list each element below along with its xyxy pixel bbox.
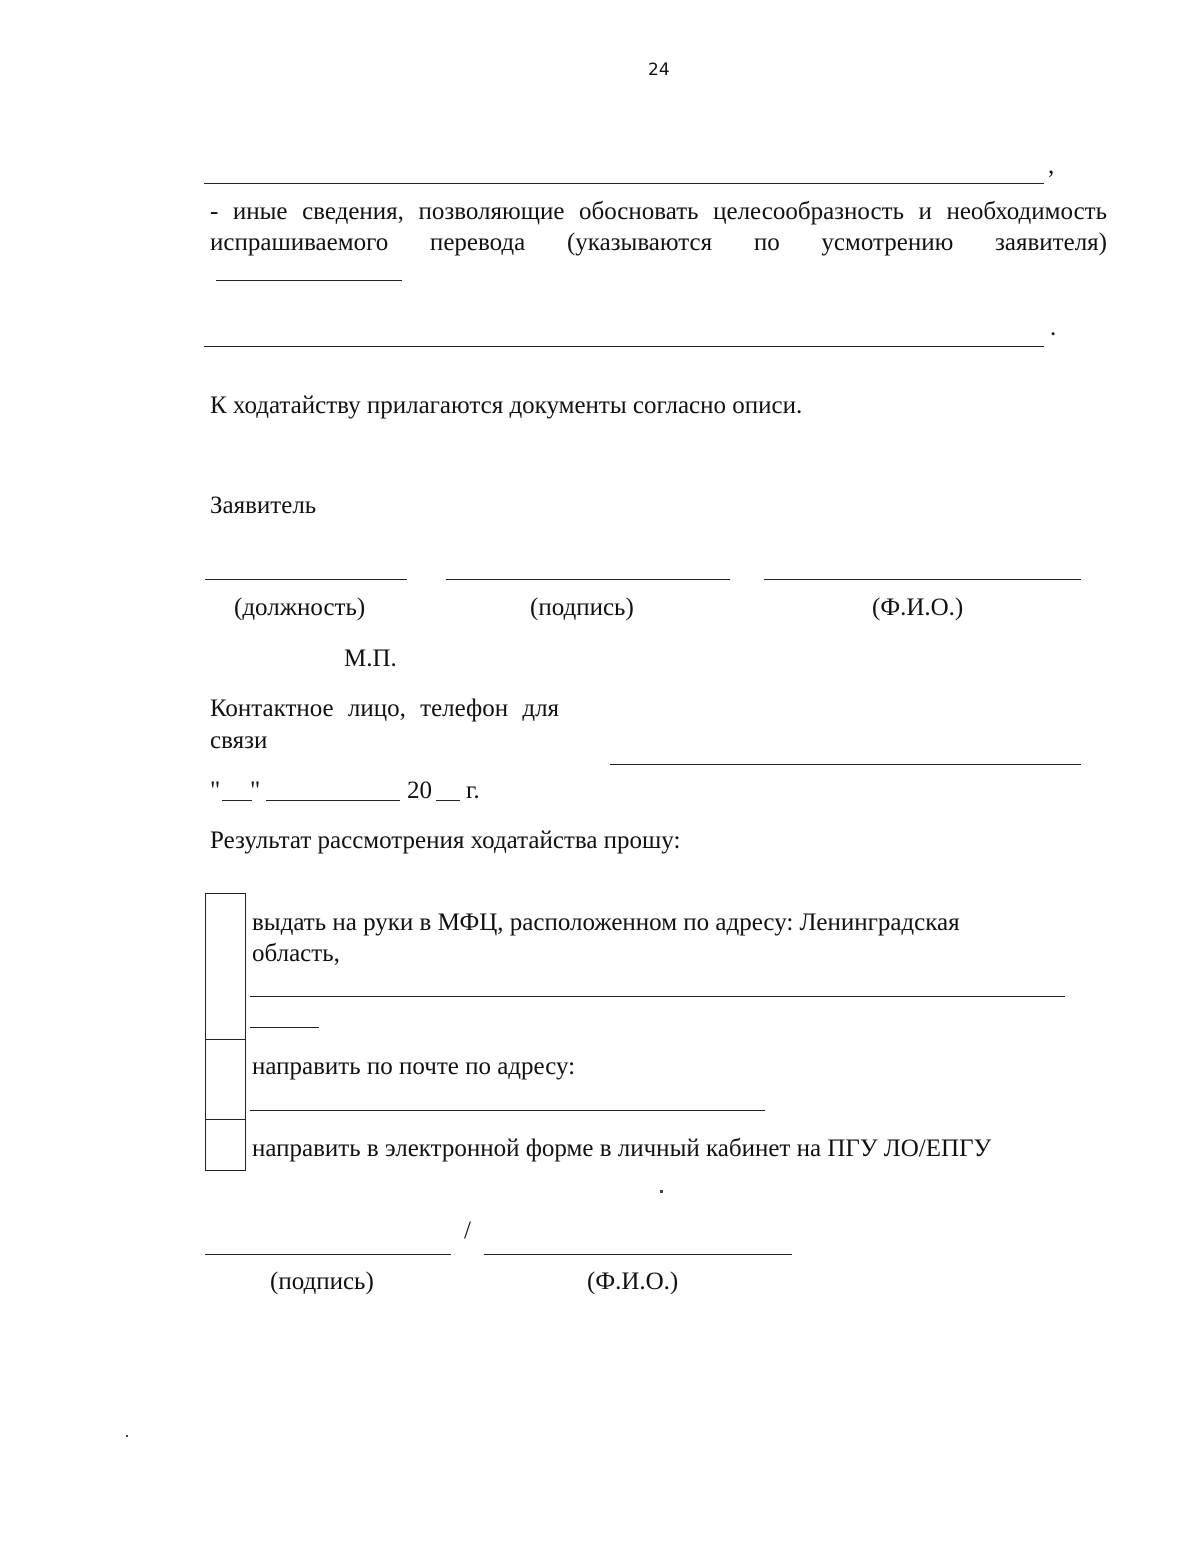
date-month-blank[interactable] <box>266 800 400 801</box>
date-day-blank[interactable] <box>222 800 252 801</box>
applicant-label: Заявитель <box>210 492 317 519</box>
position-caption: (должность) <box>234 594 366 621</box>
contact-label-line2: связи <box>210 727 268 754</box>
option-2-text: направить по почте по адресу: <box>252 1053 576 1080</box>
other-info-text: - иные сведения, позволяющие обосновать целесообразность и необходимость испрашиваемого перевода (указываются по усмотрению заявителя) <box>210 198 1107 256</box>
date-year-suffix: г. <box>466 777 480 804</box>
final-signature-line[interactable] <box>205 1254 451 1255</box>
scan-speck <box>660 1190 663 1193</box>
contact-line[interactable] <box>610 764 1081 765</box>
final-fio-line[interactable] <box>484 1254 792 1255</box>
option-1-text-line2: область, <box>252 940 340 967</box>
line-2-period: . <box>1050 314 1057 341</box>
contact-label-line1: Контактное лицо, телефон для <box>210 695 560 722</box>
option-1-address-line-continued[interactable] <box>250 1027 319 1028</box>
line-1-comma: , <box>1048 152 1055 179</box>
option-3-checkbox[interactable] <box>205 1119 246 1171</box>
date-open-quote: " <box>210 777 221 804</box>
other-info-paragraph <box>210 196 1107 289</box>
page-number: 24 <box>648 60 670 80</box>
blank-line-1[interactable] <box>204 183 1044 184</box>
final-signature-caption: (подпись) <box>270 1268 374 1295</box>
date-year-blank[interactable] <box>436 800 460 801</box>
scan-speck-corner <box>126 1435 128 1437</box>
position-line[interactable] <box>205 579 407 580</box>
option-3-text: направить в электронной форме в личный кабинет на ПГУ ЛО/ЕПГУ <box>252 1135 992 1162</box>
option-2-checkbox[interactable] <box>205 1039 246 1119</box>
date-year-prefix: 20 <box>407 777 432 804</box>
final-fio-caption: (Ф.И.О.) <box>587 1268 679 1295</box>
option-1-text-line1: выдать на руки в МФЦ, расположенном по адресу: Ленинградская <box>252 909 960 936</box>
option-2-address-line[interactable] <box>250 1110 765 1111</box>
attachments-text: К ходатайству прилагаются документы согласно описи. <box>210 392 803 419</box>
date-close-quote: " <box>250 777 261 804</box>
stamp-label: М.П. <box>344 645 397 672</box>
option-1-address-line[interactable] <box>250 996 1065 997</box>
blank-line-2[interactable] <box>204 346 1044 347</box>
other-info-blank[interactable] <box>216 262 402 281</box>
fio-line[interactable] <box>764 579 1081 580</box>
result-heading: Результат рассмотрения ходатайства прошу: <box>210 827 681 854</box>
final-signature-separator: / <box>464 1217 471 1244</box>
signature-line[interactable] <box>446 579 730 580</box>
fio-caption: (Ф.И.О.) <box>872 594 964 621</box>
option-1-checkbox[interactable] <box>205 893 246 1039</box>
signature-caption: (подпись) <box>530 594 634 621</box>
